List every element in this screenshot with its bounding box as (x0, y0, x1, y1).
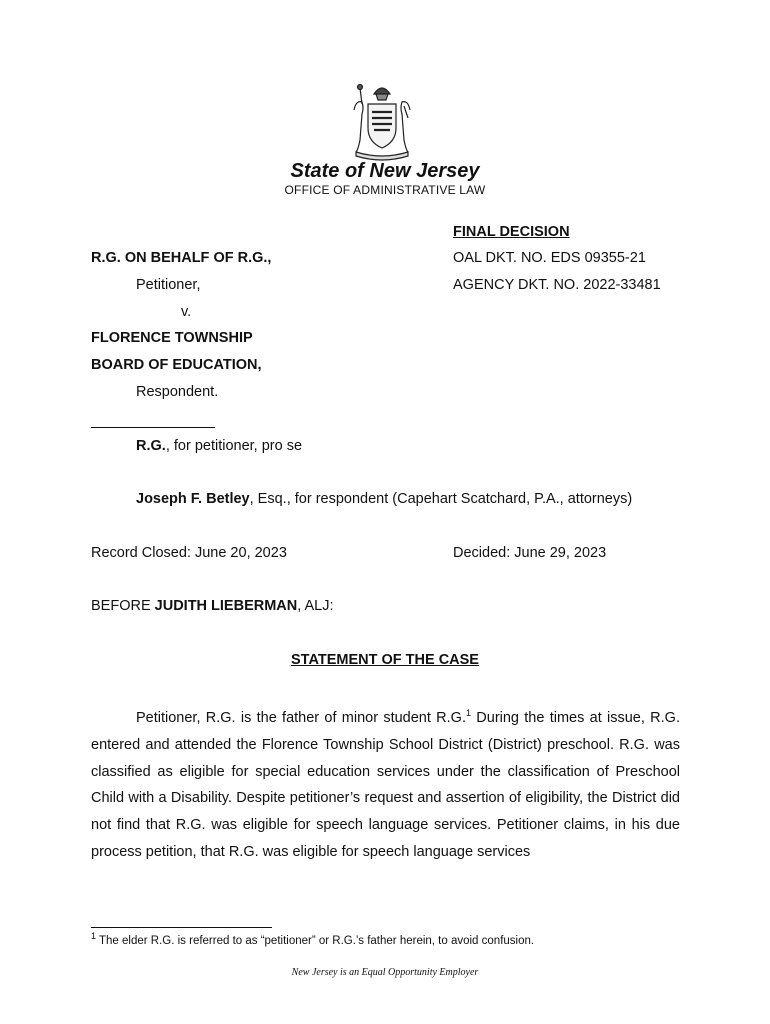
petitioner-party: R.G. ON BEHALF OF R.G., (91, 250, 272, 266)
appearance-petitioner-name: R.G. (136, 438, 166, 454)
respondent-party-line1: FLORENCE TOWNSHIP (91, 330, 253, 346)
appearance-petitioner-text: , for petitioner, pro se (165, 438, 303, 454)
statement-paragraph (91, 705, 680, 866)
final-decision-label: FINAL DECISION (453, 224, 570, 240)
decided-date: Decided: June 29, 2023 (453, 545, 607, 561)
state-title: State of New Jersey (290, 160, 480, 182)
appearance-petitioner (136, 438, 302, 454)
state-seal-icon (346, 80, 418, 162)
office-name: OFFICE OF ADMINISTRATIVE LAW (284, 183, 486, 197)
oal-docket-number: OAL DKT. NO. EDS 09355-21 (453, 250, 646, 266)
petitioner-role: Petitioner, (136, 277, 201, 293)
appearance-respondent-name: Joseph F. Betley (136, 491, 250, 507)
versus: v. (181, 304, 192, 320)
before-judge-line (91, 598, 334, 614)
footnote-divider (91, 927, 272, 928)
record-closed-date: Record Closed: June 20, 2023 (91, 545, 287, 561)
footnote-text: The elder R.G. is referred to as “petitioner” or R.G.’s father herein, to avoid confusion. (96, 935, 535, 947)
appearance-respondent-text: , Esq., for respondent (Capehart Scatchard, P.A., attorneys) (249, 491, 633, 507)
page-footer: New Jersey is an Equal Opportunity Employer (291, 967, 479, 978)
respondent-party-line2: BOARD OF EDUCATION, (91, 357, 262, 373)
respondent-role: Respondent. (136, 384, 219, 400)
appearance-respondent (136, 491, 632, 507)
paragraph-text-b: During the times at issue, R.G. entered and attended the Florence Township School District (District) preschool. R.G. was classified as eligible for special education services under the classification of Preschool Child with a Disability. Despite petitioner’s request and assertion of eligibility, the District did not find that R.G. was eligible for speech language services. Petitioner claims, in his due process petition, that R.G. was eligible for speech language services (91, 710, 680, 860)
before-suffix: , ALJ: (297, 598, 334, 614)
judge-name: JUDITH LIEBERMAN (154, 598, 298, 614)
before-prefix: BEFORE (91, 598, 155, 614)
footnote-mark: 1 (91, 931, 97, 942)
agency-docket-number: AGENCY DKT. NO. 2022-33481 (453, 277, 661, 293)
paragraph-text-a: Petitioner, R.G. is the father of minor student R.G. (136, 710, 466, 726)
caption-divider (91, 427, 215, 428)
footnote-reference[interactable]: 1 (465, 708, 471, 719)
section-heading: STATEMENT OF THE CASE (291, 652, 479, 668)
footnote (91, 931, 535, 947)
